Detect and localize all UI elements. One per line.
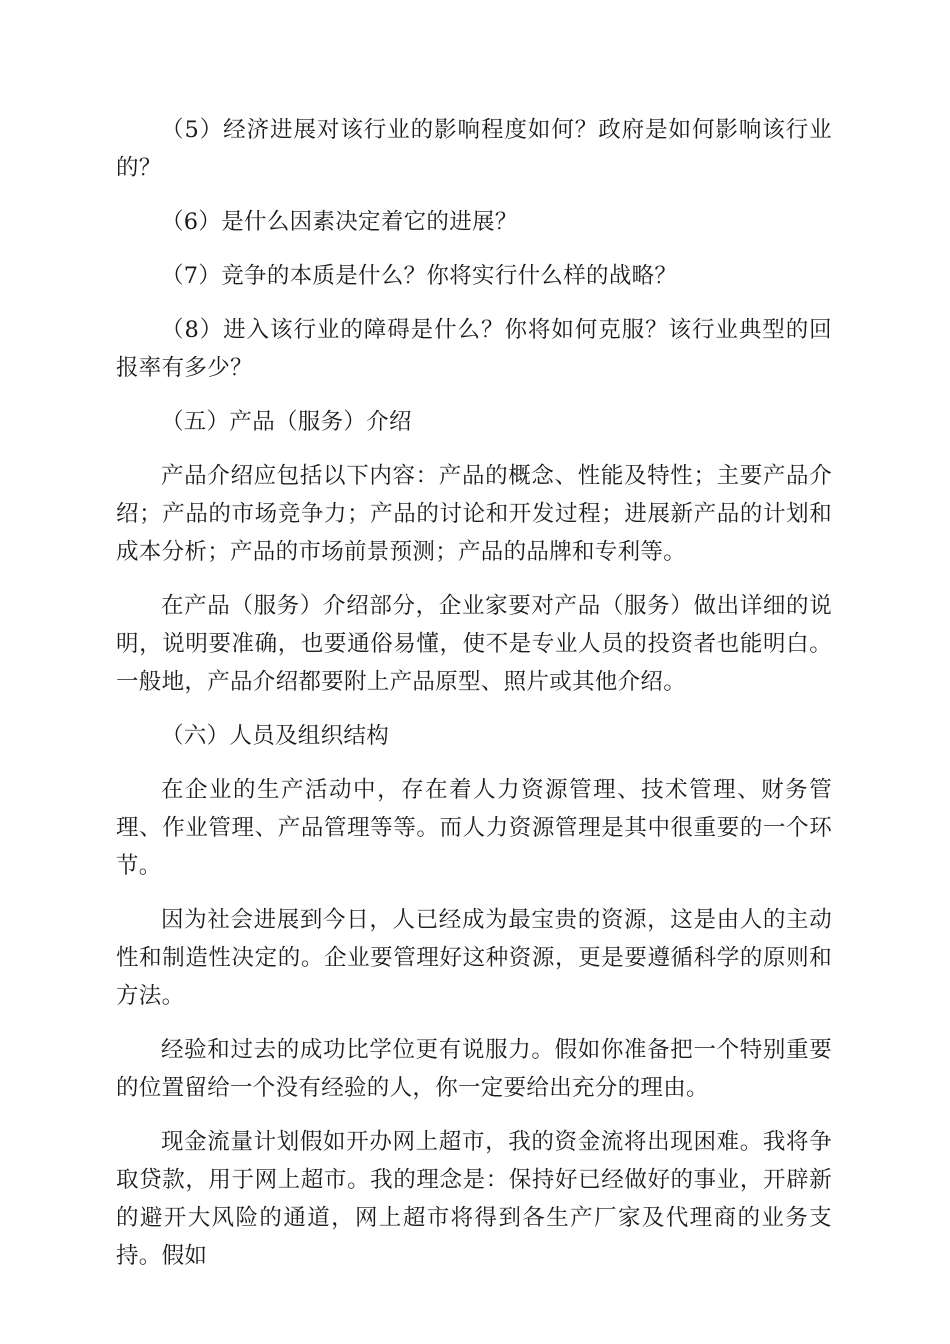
paragraph-question-7: （7）竞争的本质是什么？你将实行什么样的战略？ bbox=[161, 263, 678, 289]
document-body bbox=[116, 111, 832, 1291]
section-heading-product: （五）产品（服务）介绍 bbox=[161, 409, 412, 435]
paragraph-product-explanation: 在产品（服务）介绍部分，企业家要对产品（服务）做出详细的说明，说明要准确，也要通俗易懂，使不是专业人员的投资者也能明白。一般地，产品介绍都要附上产品原型、照片或其他介绍。 bbox=[116, 593, 832, 695]
paragraph-human-resources: 因为社会进展到今日，人已经成为最宝贵的资源，这是由人的主动性和制造性决定的。企业要管理好这种资源，更是要遵循科学的原则和方法。 bbox=[116, 907, 832, 1009]
paragraph-management-areas: 在企业的生产活动中，存在着人力资源管理、技术管理、财务管理、作业管理、产品管理等等。而人力资源管理是其中很重要的一个环节。 bbox=[116, 777, 832, 879]
paragraph-product-contents: 产品介绍应包括以下内容：产品的概念、性能及特性；主要产品介绍；产品的市场竞争力；产品的讨论和开发过程；进展新产品的计划和成本分析；产品的市场前景预测；产品的品牌和专利等。 bbox=[116, 463, 832, 565]
paragraph-cash-flow: 现金流量计划假如开办网上超市，我的资金流将出现困难。我将争取贷款，用于网上超市。我的理念是：保持好已经做好的事业，开辟新的避开大风险的通道，网上超市将得到各生产厂家及代理商的业务支持。假如 bbox=[116, 1129, 832, 1269]
paragraph-question-5: （5）经济进展对该行业的影响程度如何？政府是如何影响该行业的？ bbox=[116, 117, 832, 181]
paragraph-question-8: （8）进入该行业的障碍是什么？你将如何克服？该行业典型的回报率有多少？ bbox=[116, 317, 832, 381]
paragraph-question-6: （6）是什么因素决定着它的进展？ bbox=[161, 209, 518, 235]
section-heading-personnel: （六）人员及组织结构 bbox=[161, 723, 390, 749]
paragraph-experience: 经验和过去的成功比学位更有说服力。假如你准备把一个特别重要的位置留给一个没有经验的人，你一定要给出充分的理由。 bbox=[116, 1037, 832, 1101]
